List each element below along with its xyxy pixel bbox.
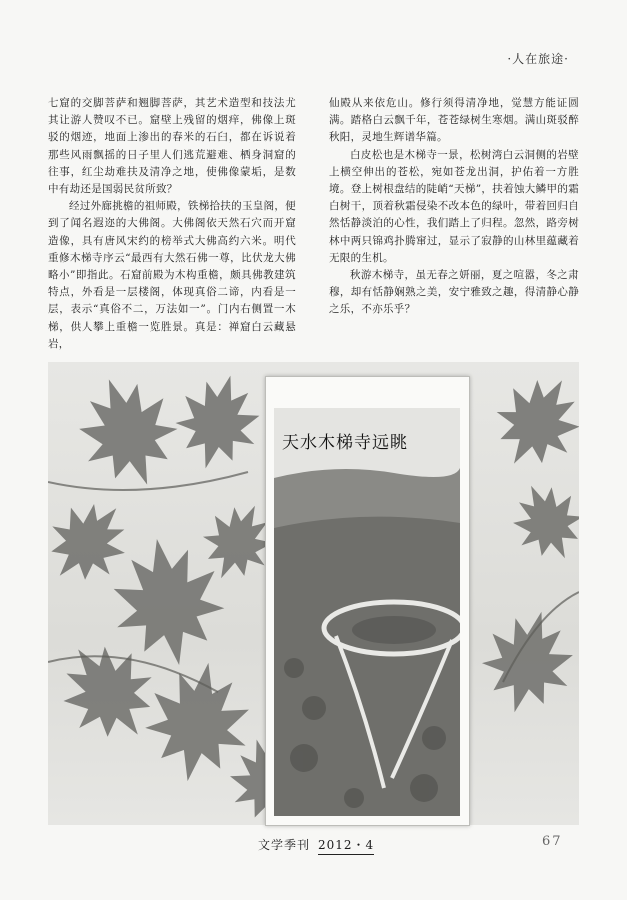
right-paragraph-3: 秋游木梯寺，虽无春之妍丽，夏之喧嚣，冬之肃穆，却有恬静娴熟之美，安宁雅致之趣，得清静心静之乐，不亦乐乎？ bbox=[329, 269, 579, 316]
right-paragraph-2: 白皮松也是木梯寺一景，松树湾白云洞侧的岩壁上横空伸出的苍松，宛如苍龙出洞，护佑着一方胜境。登上树根盘结的陡峭“天梯”，扶着蚀大鳞甲的霜白树干，顶着秋霜侵染不改本色的绿叶，带着回归自然恬静淡泊的心性，我们踏上了归程。忽然，路旁树林中两只锦鸡扑腾窜过，显示了寂静的山林里蕴藏着无限的生机。 bbox=[329, 148, 579, 264]
left-paragraph-2: 经过外廊挑檐的祖师殿，铁梯拾扶的玉皇阁，便到了闻名遐迩的大佛阁。大佛阁依天然石穴而开窟造像，具有唐风宋约的榜举式大佛高约六米。明代重修木梯寺序云“最西有大然石佛一尊，比伏龙大佛略小”即指此。石窟前殿为木构重檐，颇具佛教建筑特点，外看是一层楼阁，体现真俗二谛，内看是一层，表示“真俗不二，万法如一”。门内右侧置一木梯，供人攀上重檐一览胜景。真是：禅窟白云藏悬岩， bbox=[48, 200, 296, 350]
left-paragraph-1: 七窟的交脚菩萨和翘脚菩萨，其艺术造型和技法尤其让游人赞叹不已。窟壁上残留的烟痒，佛像上斑驳的烟迹，地面上渗出的春米的石臼，都在诉说着那些风雨飘摇的日子里人们逃荒避难、栖身洞窟的往事，红尘劫难扶及清净之地，使佛像蒙垢，是数中有劫还是国弱民贫所致？ bbox=[48, 97, 296, 196]
right-paragraph-1: 仙殿从来依危山。修行须得清净地，觉慧方能证圆满。踏格白云飘千年，苍苍绿树生寒烟。满山斑驳醉秋阳，灵地生辉谱华篇。 bbox=[329, 97, 579, 144]
page-number: 67 bbox=[542, 834, 563, 849]
landscape-photo bbox=[274, 408, 460, 816]
right-column bbox=[329, 95, 579, 319]
section-header: ·人在旅途· bbox=[507, 52, 569, 66]
issue-number: 2012・4 bbox=[318, 836, 374, 855]
photo-caption: 天水木梯寺远眺 bbox=[282, 433, 408, 453]
left-column bbox=[48, 95, 296, 353]
journal-name: 文学季刊 bbox=[258, 838, 311, 852]
mountain-photo-icon bbox=[274, 408, 460, 816]
